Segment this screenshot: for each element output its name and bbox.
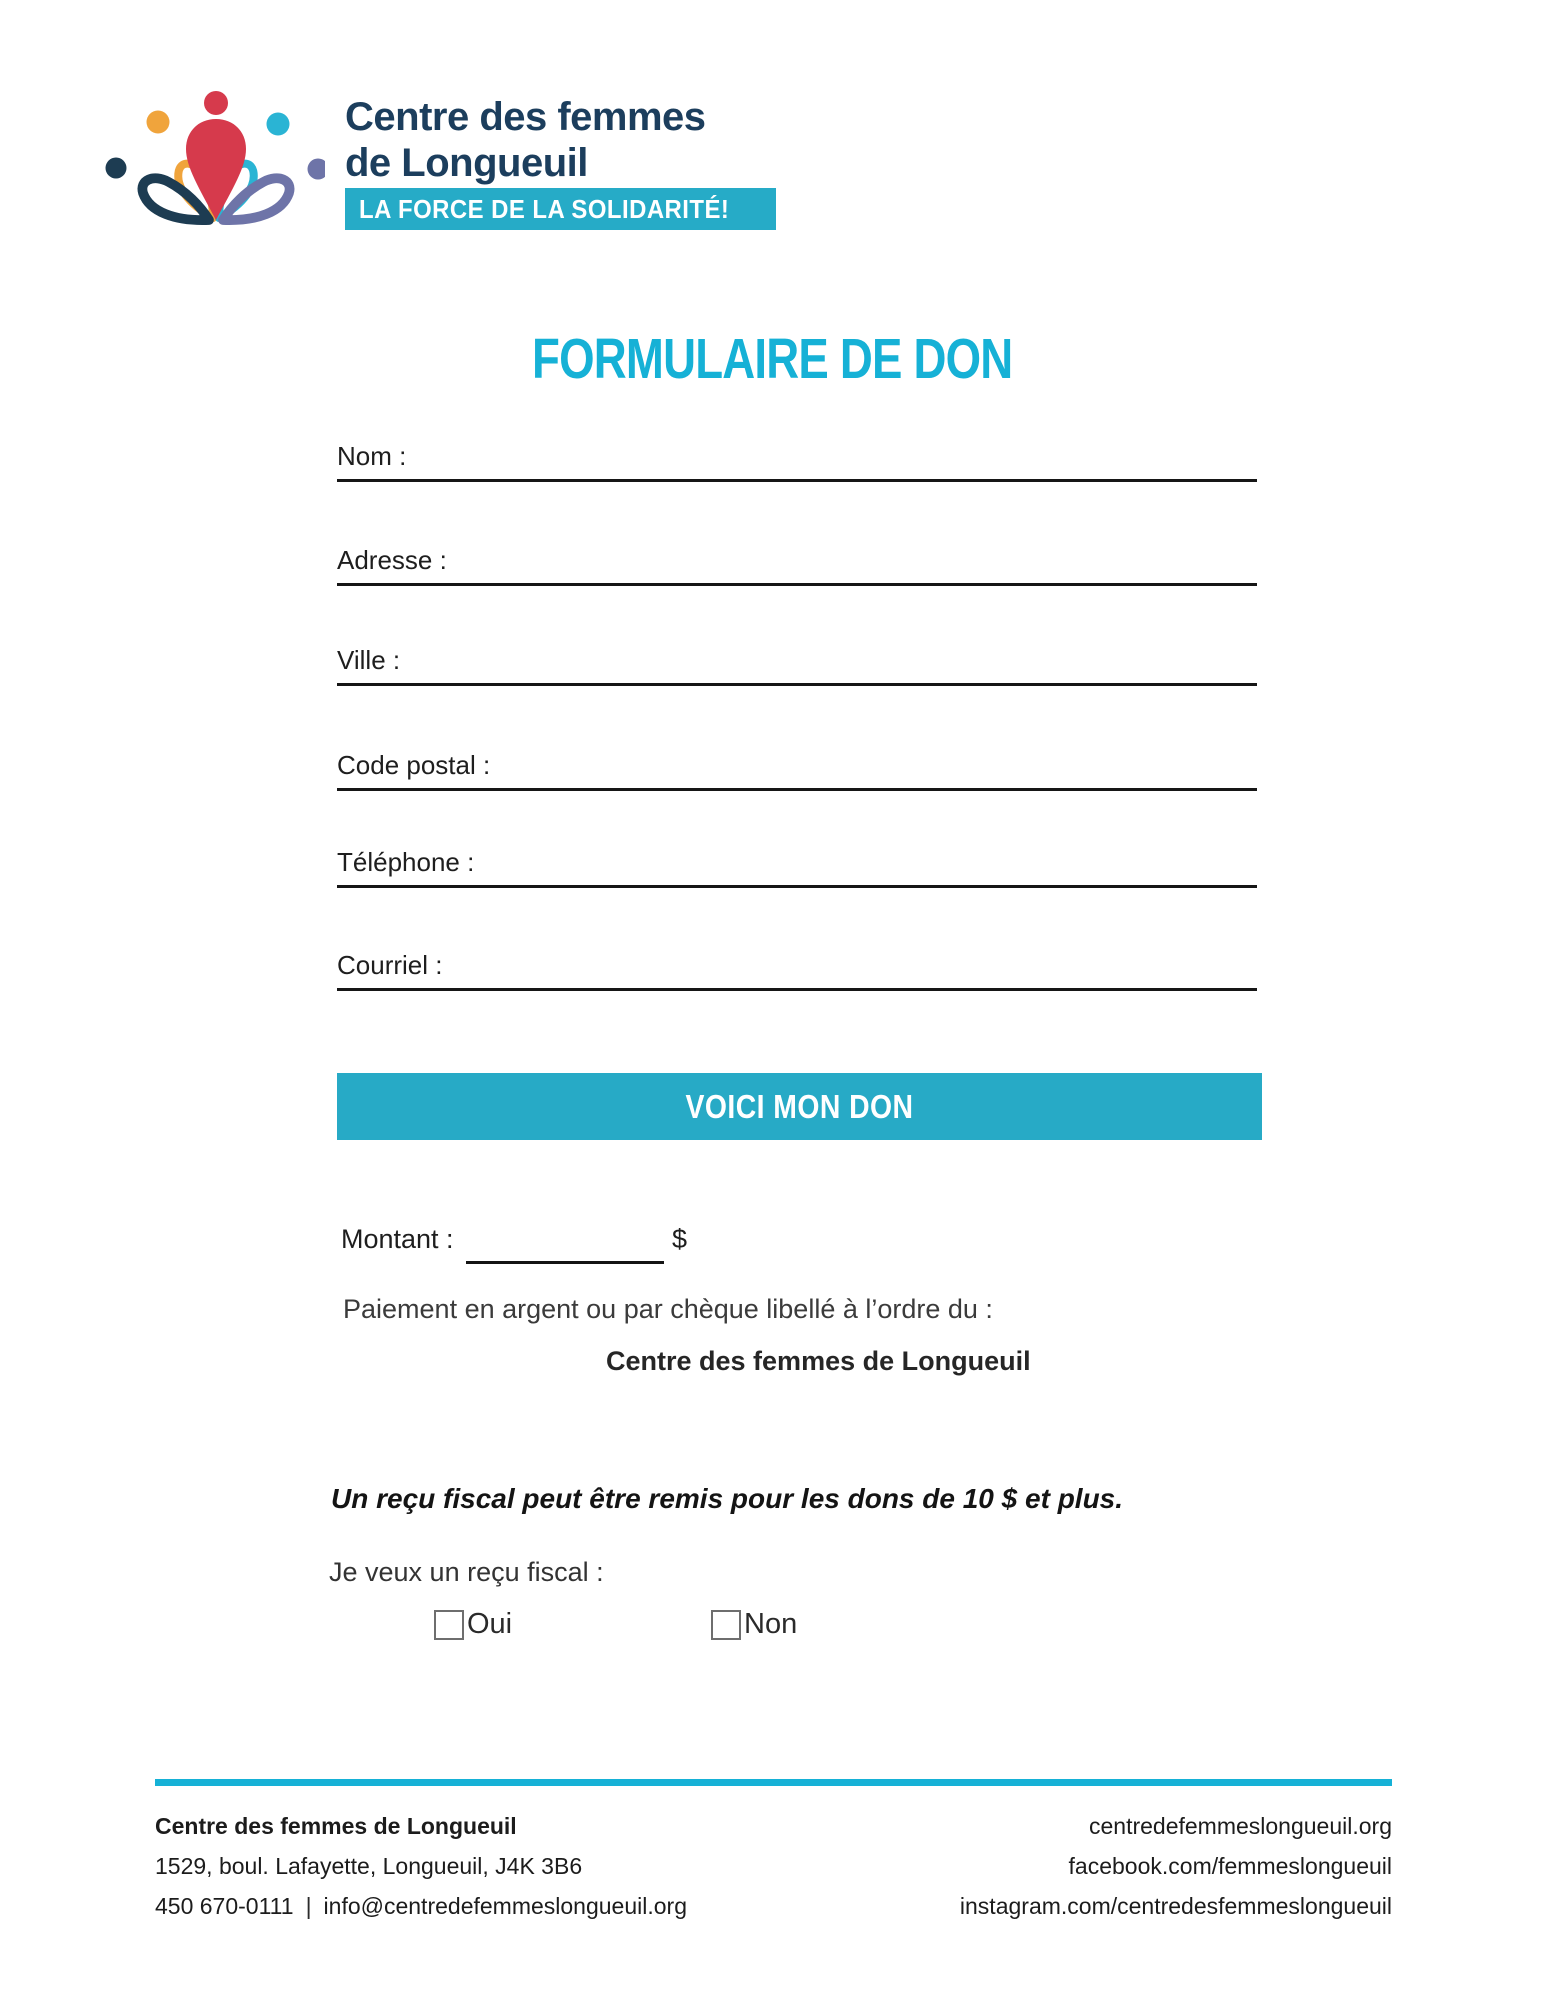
field-code-postal[interactable] [337, 740, 1257, 791]
footer-phone: 450 670-0111 [155, 1893, 294, 1919]
payment-instructions: Paiement en argent ou par chèque libellé à l’ordre du : [343, 1294, 993, 1324]
field-telephone[interactable] [337, 837, 1257, 888]
footer-divider [155, 1779, 1392, 1786]
field-ville-label: Ville : [337, 645, 401, 675]
field-courriel-label: Courriel : [337, 950, 443, 980]
amount-label: Montant : [341, 1224, 454, 1254]
donation-section-banner [337, 1073, 1262, 1140]
tax-receipt-notice: Un reçu fiscal peut être remis pour les dons de 10 $ et plus. [331, 1483, 1124, 1514]
oui-label: Oui [467, 1608, 513, 1640]
amount-input-line[interactable] [466, 1261, 664, 1264]
payee-name: Centre des femmes de Longueuil [606, 1346, 1031, 1376]
footer-facebook-link[interactable]: facebook.com/femmeslongueuil [1068, 1853, 1392, 1879]
footer-web-block [772, 1806, 1392, 1926]
receipt-question: Je veux un reçu fiscal : [329, 1557, 604, 1587]
footer-email-link[interactable]: info@centredefemmeslongueuil.org [323, 1893, 687, 1919]
field-adresse-label: Adresse : [337, 545, 447, 575]
field-telephone-label: Téléphone : [337, 847, 475, 877]
footer-contact-block [155, 1806, 687, 1926]
donation-banner-text: VOICI MON DON [685, 1088, 914, 1125]
receipt-option-oui [434, 1608, 512, 1641]
oui-checkbox[interactable] [434, 1610, 464, 1640]
currency-symbol: $ [672, 1224, 688, 1254]
footer-address: 1529, boul. Lafayette, Longueuil, J4K 3B6 [155, 1853, 583, 1879]
field-ville[interactable] [337, 635, 1257, 686]
org-tagline-banner [345, 188, 776, 230]
org-tagline-text: LA FORCE DE LA SOLIDARITÉ! [359, 194, 730, 224]
footer-instagram-link[interactable]: instagram.com/centredesfemmeslongueuil [959, 1893, 1392, 1919]
non-checkbox[interactable] [711, 1610, 741, 1640]
field-nom[interactable] [337, 431, 1257, 482]
community-people-logo-icon [85, 72, 325, 237]
non-label: Non [744, 1608, 798, 1640]
field-code-postal-label: Code postal : [337, 750, 491, 780]
footer-separator: | [305, 1893, 312, 1919]
footer-website-link[interactable]: centredefemmeslongueuil.org [1088, 1813, 1392, 1839]
org-name-line2: de Longueuil [345, 141, 588, 185]
field-courriel[interactable] [337, 940, 1257, 991]
field-adresse[interactable] [337, 535, 1257, 586]
org-name-line1: Centre des femmes [345, 95, 706, 139]
receipt-option-non [711, 1608, 797, 1641]
org-wordmark [345, 94, 706, 186]
page-title: FORMULAIRE DE DON [532, 327, 1013, 391]
footer-phone-email-line [155, 1886, 687, 1926]
footer-org-name: Centre des femmes de Longueuil [155, 1813, 517, 1839]
field-nom-label: Nom : [337, 441, 407, 471]
